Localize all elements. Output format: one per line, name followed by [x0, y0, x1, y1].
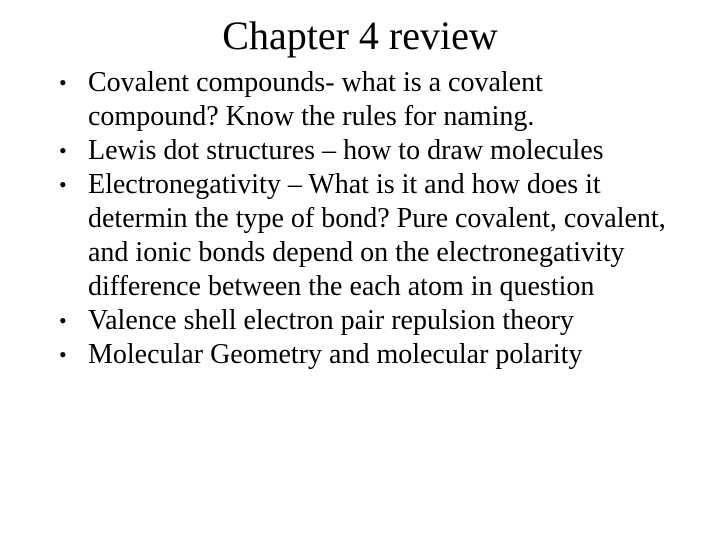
bullet-text: Electronegativity – What is it and how does it determin the type of bond? Pure covalent, covalent, and ionic bonds depend on the electronegativity difference between the each atom in question: [88, 169, 666, 302]
list-item: [55, 304, 680, 338]
bullet-text: Covalent compounds- what is a covalent compound? Know the rules for naming.: [88, 67, 543, 132]
bullet-icon: •: [59, 138, 67, 163]
slide-title: Chapter 4 review: [222, 13, 498, 58]
list-item: [55, 134, 680, 168]
bullet-icon: •: [59, 342, 67, 367]
bullet-text: Valence shell electron pair repulsion theory: [88, 305, 574, 336]
list-item: [55, 168, 680, 304]
list-item: [55, 66, 680, 134]
bullet-icon: •: [59, 308, 67, 333]
bullet-text: Molecular Geometry and molecular polarity: [88, 339, 583, 370]
bullet-icon: •: [59, 70, 67, 95]
list-item: [55, 338, 680, 372]
bullet-list: [55, 66, 680, 372]
bullet-text: Lewis dot structures – how to draw molecules: [88, 135, 604, 166]
bullet-icon: •: [59, 172, 67, 197]
